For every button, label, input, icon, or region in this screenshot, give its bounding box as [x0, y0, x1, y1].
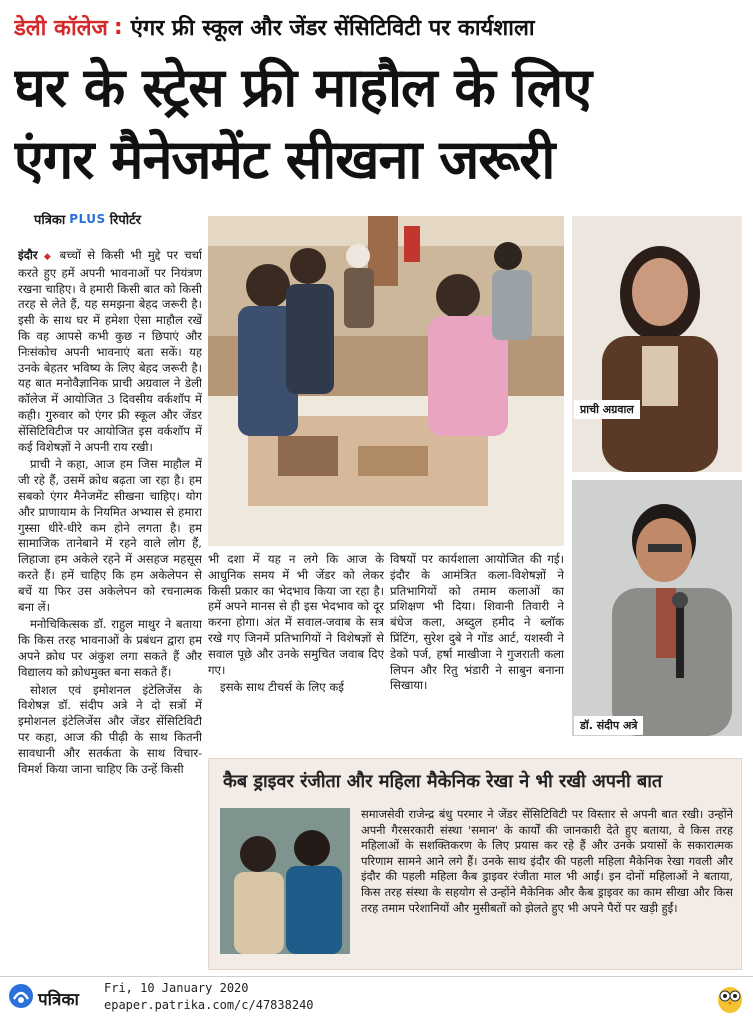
article-text: बच्चों से किसी भी मुद्दे पर चर्चा करते हुए हमें अपनी भावनाओं पर नियंत्रण रखना चाहिए। वे हमारी किसी बात को किसी तरह से लेते हैं, यह समझना बेहद जरूरी है। इसी के साथ घर में हमेशा ऐसा माहौल रखें कि वह आपसे कभी कुछ न छिपाएं और निःसंकोच अपनी भावनाएं बता सकें। यह उनके बेहतर भविष्य के लिए बेहद जरूरी है। यह बात मनोवैज्ञानिक प्राची अग्रवाल ने डेली कॉलेज में आयोजित 3 दिवसीय वर्कशॉप में कही। गुरुवार को एंगर फ्री स्कूल और जेंडर सेंसिटिविटीज पर आयोजित इस वर्कशॉप में कई विशेषज्ञों ने अपनी राय रखी।: [18, 248, 202, 454]
kicker-colon: :: [113, 14, 123, 40]
kicker-text: एंगर फ्री स्कूल और जेंडर सेंसिटिविटी पर कार्यशाला: [130, 16, 535, 41]
women-photo-illustration: [220, 808, 350, 954]
sandeep-photo: [572, 480, 742, 736]
headline-line-2: एंगर मैनेजमेंट सीखना जरूरी: [14, 128, 555, 191]
footer-meta: [104, 980, 424, 1014]
bullet-icon: ◆: [43, 252, 54, 262]
sandeep-portrait: [572, 480, 742, 736]
prachi-portrait: [572, 216, 742, 472]
kicker-label: डेली कॉलेज: [14, 16, 108, 41]
article-paragraph: भी दशा में यह न लगे कि आज के आधुनिक समय में भी जेंडर को लेकर किसी प्रकार का भेदभाव किया जा रहा है। हमें अपने मानस से ही इस भेदभाव को दूर करना होगा। अंत में सवाल-जवाब के सत्र रखे गए जिनमें प्रतिभागियों ने विशेषज्ञों से सवाल पूछे और उनके समुचित जवाब दिए गए।: [208, 552, 384, 677]
caption-sandeep: डॉ. संदीप अत्रे: [574, 716, 643, 735]
footer-brand-name: पत्रिका: [38, 989, 79, 1010]
patrika-logo-icon: [8, 983, 34, 1013]
article-paragraph: विषयों पर कार्यशाला आयोजित की गई। इंदौर के आमंत्रित कला-विशेषज्ञों ने प्रतिभागियों को तमाम कलाओं का प्रशिक्षण भी दिया। शिवानी तिवारी ने बंधेज कला, अब्दुल हमीद ने ब्लॉक प्रिंटिंग, सुरेश दुबे ने गोंड आर्ट, यशस्वी ने डेको पर्ज, हर्षा माखीजा ने गुजराती कला लिपन और रितु भंडारी ने साबुन बनाना सिखाया।: [390, 552, 564, 693]
byline-brand: पत्रिका: [34, 213, 66, 228]
workshop-photo-illustration: [208, 216, 564, 546]
article-paragraph: [18, 248, 202, 455]
sidebar-story-title: कैब ड्राइवर रंजीता और महिला मैकेनिक रेखा ने भी रखी अपनी बात: [223, 771, 663, 792]
footer-url[interactable]: epaper.patrika.com/c/47838240: [104, 998, 314, 1012]
kicker: [14, 8, 739, 46]
article-paragraph: इसके साथ टीचर्स के लिए कई: [220, 680, 344, 695]
article-paragraph: सोशल एवं इमोशनल इंटेलिजेंस के विशेषज्ञ डॉ. संदीप अत्रे ने दो सत्रों में इमोशनल इंटेलिजेंस और जेंडर सेंसिटिविटी पर कहा, आज की पीढ़ी के साथ कितनी सावधानी और सतर्कता के साथ विचार-विमर्श किया जाना चाहिए कि उन्हें किसी: [18, 682, 202, 776]
article-paragraph: प्राची ने कहा, आज हम जिस माहौल में जी रहे हैं, उसमें क्रोध बढ़ता जा रहा है। हम सबको एंगर मैनेजमेंट सीखना चाहिए। योग और प्राणायाम के नियमित अभ्यास से हमारा गुस्सा धीरे-धीरे कम होने लगता है। हम सामाजिक तानेबाने में रहने वाले लोग हैं, लिहाजा हम अकेले रहने में असहज महसूस करते हैं। हमें चाहिए कि हम अकेलेपन से बचें या फिर उस अकेलेपन को रचनात्मक बना लें।: [18, 457, 202, 614]
article-column-3: [390, 552, 564, 752]
byline: [34, 208, 204, 230]
article-paragraph: मनोचिकित्सक डॉ. राहुल माथुर ने बताया कि किस तरह भावनाओं के प्रबंधन द्वारा हम अपने क्रोध पर अंकुश लगा सकते हैं और विद्यालय को क्रोधमुक्त बना सकते हैं।: [18, 617, 202, 679]
women-photo: [220, 808, 350, 954]
headline: [14, 52, 739, 196]
prachi-photo: [572, 216, 742, 472]
article-column-2: [208, 552, 384, 752]
owl-mascot-icon[interactable]: [714, 982, 746, 1014]
byline-plus: PLUS: [69, 212, 106, 226]
footer-divider: [0, 976, 753, 977]
sidebar-story-text: समाजसेवी राजेन्द्र बंधु परमार ने जेंडर सेंसिटिविटी पर विस्तार से अपनी बात रखी। उन्होंने अपनी गैरसरकारी संस्था 'समान' के कार्यों की जानकारी देते हुए बताया, वे किस तरह महिलाओं के सशक्तिकरण के लिए प्रयास कर रहे हैं और उनके प्रयासों के सकारात्मक परिणाम सामने आने लगे हैं। उनके साथ इंदौर की पहली महिला मैकेनिक रेखा गवली और इंदौर की पहली महिला कैब ड्राइवर रंजीता माल भी आईं। इन दोनों महिलाओं ने बताया, किस तरह संस्था के सहयोग से उन्होंने मैकेनिक और कैब ड्राइवर का काम सीखा और किस तरह तमाम परेशानियों और मुसीबतों को झेलते हुए भी अपने पैरों पर खड़ी हुईं।: [361, 807, 733, 915]
footer-date: Fri, 10 January 2020: [104, 981, 249, 995]
headline-line-1: घर के स्ट्रेस फ्री माहौल के लिए: [14, 56, 592, 119]
byline-role: रिपोर्टर: [109, 213, 141, 228]
footer-brand[interactable]: [8, 984, 104, 1012]
workshop-photo: [208, 216, 564, 546]
article-place: इंदौर: [18, 248, 38, 262]
article-column-1: [18, 248, 202, 972]
caption-prachi: प्राची अग्रवाल: [574, 400, 640, 419]
